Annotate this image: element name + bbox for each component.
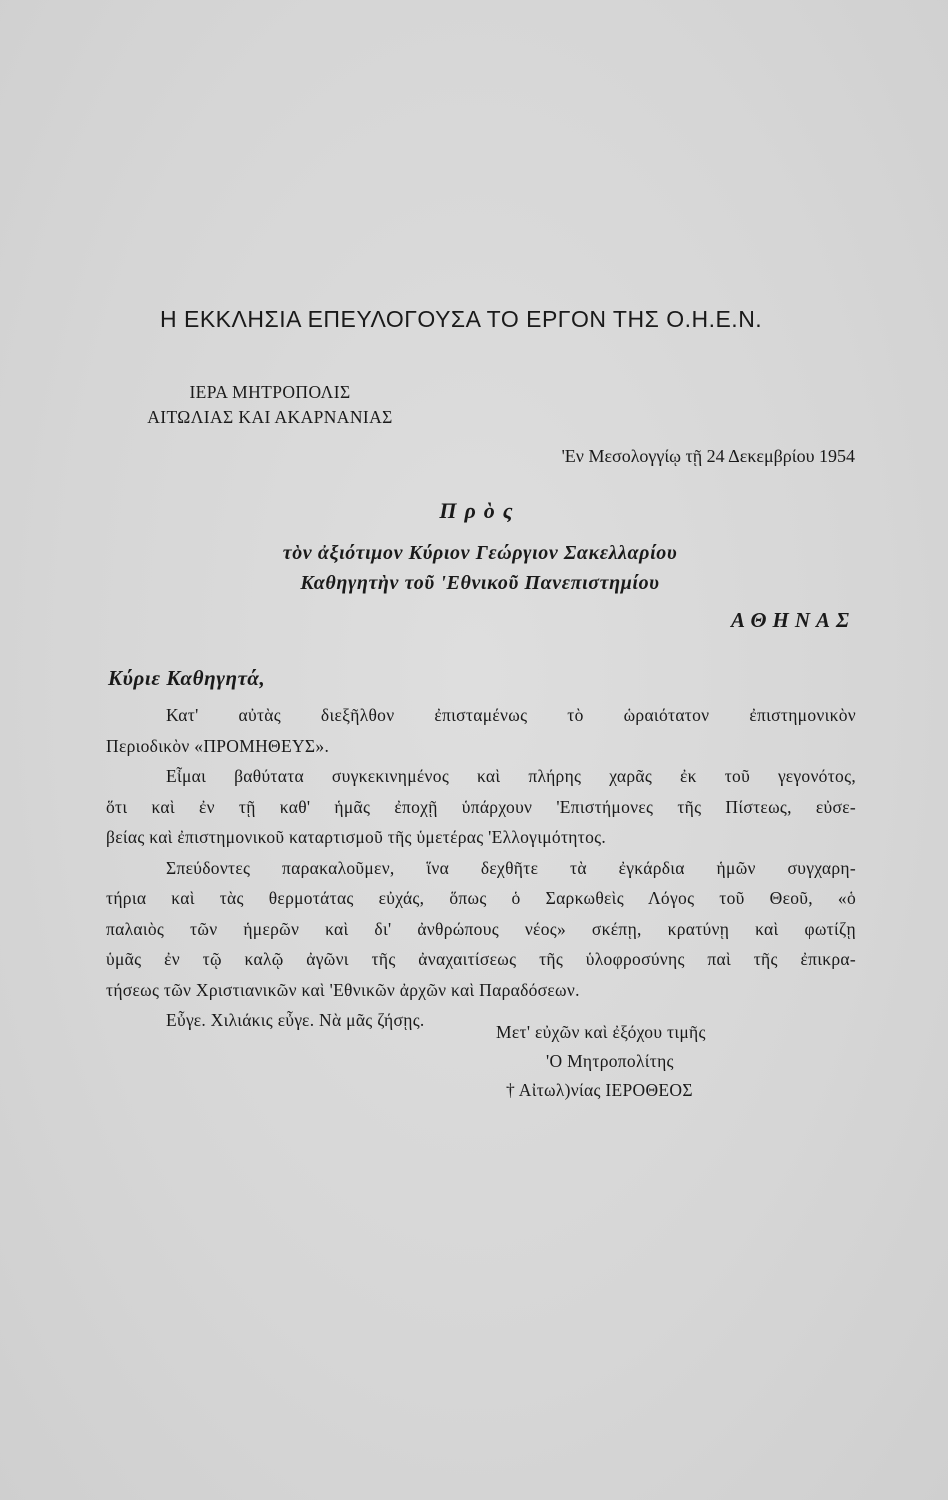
page-heading: Η ΕΚΚΛΗΣΙΑ ΕΠΕΥΛΟΓΟΥΣΑ ΤΟ ΕΡΓΟΝ ΤΗΣ Ο.Η.Ε.Ν. [160,306,763,332]
recipient-block [180,538,780,598]
recipient-line-2: Καθηγητὴν τοῦ 'Εθνικοῦ Πανεπιστημίου [300,572,660,594]
body-line: παλαιὸς τῶν ἡμερῶν καὶ δι' ἀνθρώπους νέος» σκέπῃ, κρατύνῃ καὶ φωτίζῃ [106,918,856,939]
sender-line-2: ΑΙΤΩΛΙΑΣ ΚΑΙ ΑΚΑΡΝΑΝΙΑΣ [147,407,393,427]
closing-signature: † Αἰτωλ)νίας ΙΕΡΟΘΕΟΣ [506,1080,693,1100]
body-line: τήρια καὶ τὰς θερμοτάτας εὐχάς, ὅπως ὁ Σαρκωθεὶς Λόγος τοῦ Θεοῦ, «ὁ [106,888,856,908]
recipient-city: ΑΘΗΝΑΣ [730,608,855,632]
body-line: ὑμᾶς ἐν τῷ καλῷ ἀγῶνι τῆς ἀναχαιτίσεως τῆς ὑλοφροσύνης παὶ τῆς ἐπικρα- [106,949,856,969]
body-line: ὅτι καὶ ἐν τῇ καθ' ἡμᾶς ἐποχῇ ὑπάρχουν 'Επιστήμονες τῆς Πίστεως, εὐσε- [106,796,856,817]
body-line: Περιοδικὸν «ΠΡΟΜΗΘΕΥΣ». [106,735,330,756]
closing-line-1: Μετ' εὐχῶν καὶ ἐξόχου τιμῆς [496,1022,706,1042]
recipient-line-1: τὸν ἀξιότιμον Κύριον Γεώργιον Σακελλαρίου [282,542,678,564]
closing-block [470,1018,800,1105]
pros-label: Πρὸς [439,498,521,523]
letter-date: 'Εν Μεσολογγίῳ τῇ 24 Δεκεμβρίου 1954 [561,446,855,466]
sender-line-1: ΙΕΡΑ ΜΗΤΡΟΠΟΛΙΣ [189,382,351,402]
sender-block [110,380,430,430]
salutation: Κύριε Καθηγητά, [108,666,266,690]
body-line: τήσεως τῶν Χριστιανικῶν καὶ 'Εθνικῶν ἀρχῶν καὶ Παραδόσεων. [106,979,580,1000]
letter-body [106,700,856,1036]
body-line: Εἶμαι βαθύτατα συγκεκινημένος καὶ πλήρης χαρᾶς ἐκ τοῦ γεγονότος, [166,766,856,786]
body-line: βείας καὶ ἐπιστημονικοῦ καταρτισμοῦ τῆς ὑμετέρας 'Ελλογιμότητος. [106,827,607,847]
closing-line-2: 'Ο Μητροπολίτης [546,1051,674,1071]
body-line: Εὖγε. Χιλιάκις εὖγε. Νὰ μᾶς ζήσῃς. [166,1010,425,1030]
body-line: Σπεύδοντες παρακαλοῦμεν, ἵνα δεχθῆτε τὰ ἐγκάρδια ἡμῶν συγχαρη- [166,857,856,878]
body-line: Κατ' αὐτὰς διεξῆλθον ἐπισταμένως τὸ ὡραιότατον ἐπιστημονικὸν [166,705,856,725]
